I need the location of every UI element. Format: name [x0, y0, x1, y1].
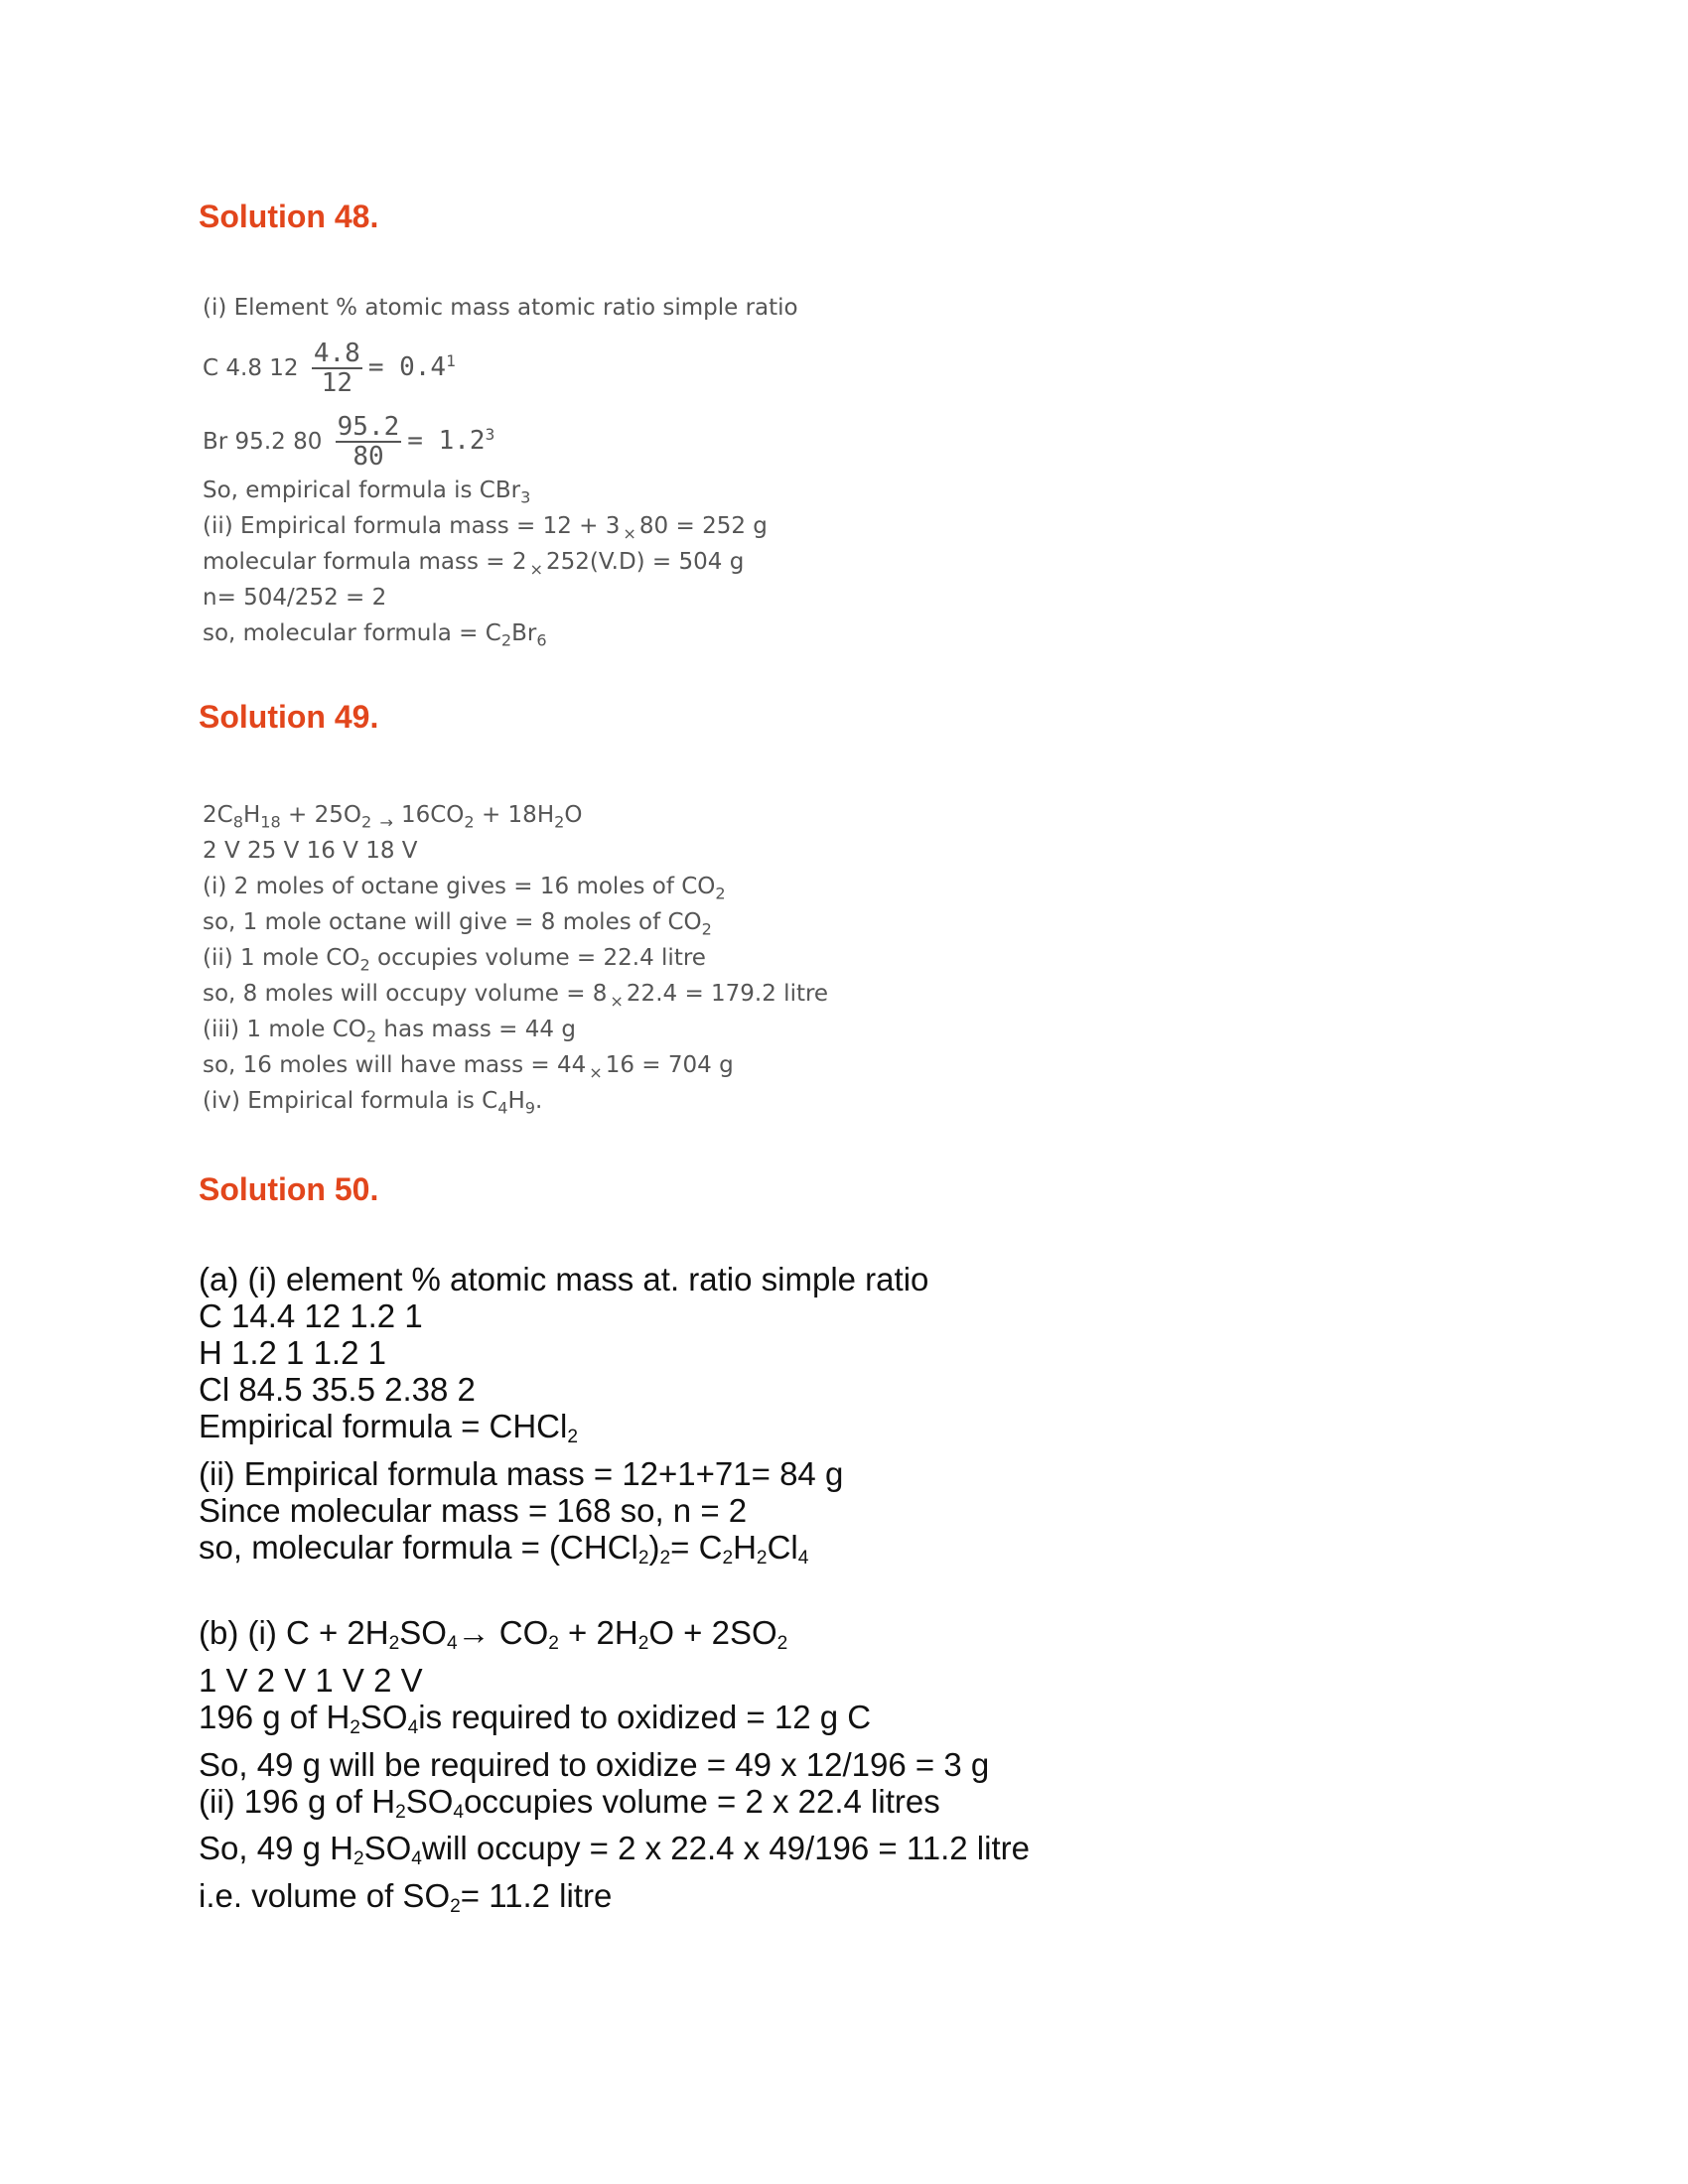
co2-volume-line: (ii) 1 mole $CO_2$ occupies volume = 22.4 litre — [203, 945, 706, 975]
occupy-volume-line: So, 49 g H2SO4will occupy = 2 x 22.4 x 49/196 = 11.2 litre — [199, 1830, 1030, 1870]
bromine-fraction: $\frac{95.2}{80}$ — [337, 412, 400, 473]
table-header: (i) Element % atomic mass atomic ratio simple ratio — [203, 295, 798, 321]
empirical-formula-line: (iv) Empirical formula is $C_4H_9$. — [203, 1088, 543, 1118]
solution-50-part-a — [199, 1261, 928, 1576]
table-header: (a) (i) element % atomic mass at. ratio simple ratio — [199, 1261, 929, 1297]
volume-ratio-line: 1 V 2 V 1 V 2 V — [199, 1661, 423, 1699]
solution-50-part-b — [199, 1614, 1030, 1925]
sulfuric-acid-equation: (b) (i) C + 2H2SO4→ CO2 + 2H2O + 2SO2 — [199, 1614, 788, 1654]
carbon-row: C 14.4 12 1.2 1 — [199, 1297, 423, 1334]
eight-moles-volume-line: so, 8 moles will occupy volume = 8 $_\times$ 22.4 = 179.2 litre — [203, 981, 829, 1012]
carbon-row: C 4.8 12 $\frac{4.8}{12}$ = $0.4^1$ — [203, 339, 456, 399]
solution-48-heading: Solution 48. — [199, 199, 379, 234]
molecular-formula-line: so, molecular formula = $C_2Br_6$ — [203, 620, 547, 650]
solution-50-heading: Solution 50. — [199, 1171, 379, 1207]
chlorine-row: Cl 84.5 35.5 2.38 2 — [199, 1371, 476, 1408]
empirical-formula-line: Empirical formula = CHCl2 — [199, 1408, 578, 1447]
octane-equation: $2C_8H_{18} + 25O_2$ $_\to$ $16CO_2 + 18H_2O$ — [203, 802, 583, 833]
volume-ratio-line: 2 V 25 V 16 V 18 V — [203, 838, 418, 864]
solution-49-body — [203, 798, 828, 1120]
bromine-row: Br 95.2 80 $\frac{95.2}{80}$ = $1.2^3$ — [203, 412, 495, 473]
empirical-mass-line: (ii) Empirical formula mass = 12 + 3 $_\times$ 80 = 252 g — [203, 513, 768, 544]
molecular-mass-line: Since molecular mass = 168 so, n = 2 — [199, 1491, 748, 1529]
solution-49-heading: Solution 49. — [199, 699, 379, 735]
acid-volume-line: (ii) 196 g of H2SO4occupies volume = 2 x 22.4 litres — [199, 1782, 940, 1823]
co2-mass-line: (iii) 1 mole $CO_2$ has mass = 44 g — [203, 1017, 576, 1046]
acid-required-line: 196 g of H2SO4is required to oxidized = 12 g C — [199, 1698, 872, 1738]
empirical-formula-line: So, empirical formula is CBr$_3$ — [203, 478, 531, 507]
empirical-mass-line: (ii) Empirical formula mass = 12+1+71= 84 g — [199, 1454, 844, 1492]
moles-co2-line: (i) 2 moles of octane gives = 16 moles of $CO_2$ — [203, 874, 726, 903]
oxidize-amount-line: So, 49 g will be required to oxidize = 49 x 12/196 = 3 g — [199, 1745, 990, 1783]
hydrogen-row: H 1.2 1 1.2 1 — [199, 1334, 386, 1371]
carbon-fraction: $\frac{4.8}{12}$ — [313, 339, 360, 399]
solution-48-body — [203, 290, 798, 651]
one-mole-octane-line: so, 1 mole octane will give = 8 moles of $CO_2$ — [203, 909, 712, 939]
so2-volume-line: i.e. volume of SO2= 11.2 litre — [199, 1877, 613, 1917]
molecular-mass-line: molecular formula mass = 2 $_\times$ 252(V.D) = 504 g — [203, 549, 745, 580]
n-value-line: n= 504/252 = 2 — [203, 585, 387, 611]
sixteen-moles-mass-line: so, 16 moles will have mass = 44 $_\times$ 16 = 704 g — [203, 1052, 734, 1083]
molecular-formula-line: so, molecular formula = (CHCl2)2= C2H2Cl4 — [199, 1528, 809, 1569]
